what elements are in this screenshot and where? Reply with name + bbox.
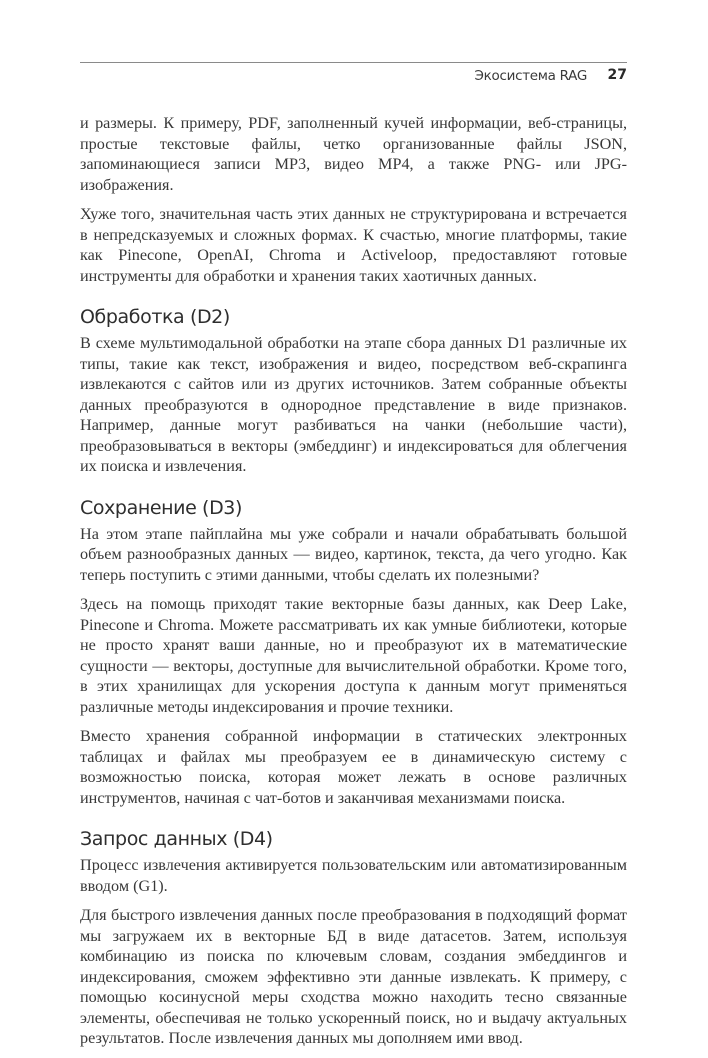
paragraph: В схеме мультимодальной обработки на этапе сбора данных D1 различные их типы, такие как текст, изображения и видео, посредством веб-скрапинга извлекаются с сайтов или из других источников. Затем собранные объекты данных преобразуются в однородное представление в виде признаков. Например, данные могут разбиваться на чанки (небольшие части), преобразовываться в векторы (эмбеддинг) и индексироваться для облегчения их поиска и извлечения. (80, 334, 627, 475)
paragraph: Процесс извлечения активируется пользовательским или автоматизированным вводом (G1). (80, 856, 627, 895)
paragraph: Для быстрого извлечения данных после преобразования в подходящий формат мы загружаем их в векторные БД в виде датасетов. Затем, используя комбинацию из поиска по ключевым словам, создания эмбеддингов и индексирования, сможем эффективно эти данные извлекать. К примеру, с помощью косинусной меры сходства можно находить тесно связанные элементы, обеспечивая не только ускоренный поиск, но и выдачу актуальных результатов. После извлечения данных мы дополняем ими ввод. (80, 906, 627, 1047)
page-number: 27 (607, 67, 627, 83)
paragraph: Здесь на помощь приходят такие векторные базы данных, как Deep Lake, Pinecone и Chroma. Можете рассматривать их как умные библиотеки, которые не просто хранят ваши данные, но и преобразуют их в математические сущности — векторы, доступные для вычислительной обработки. Кроме того, в этих хранилищах для ускорения доступа к данным могут применяться различные методы индексирования и прочие техники. (80, 595, 627, 716)
paragraph: Вместо хранения собранной информации в статических электронных таблицах и файлах мы преобразуем ее в динамическую систему с возможностью поиска, которая может лежать в основе различных инструментов, начиная с чат-ботов и заканчивая механизмами поиска. (80, 727, 627, 807)
page-content (80, 113, 627, 1058)
section-heading-processing: Обработка (D2) (80, 306, 230, 328)
running-header (80, 62, 627, 93)
chapter-title: Экосистема RAG (474, 68, 587, 84)
paragraph: На этом этапе пайплайна мы уже собрали и начали обрабатывать большой объем разнообразных данных — видео, картинок, текста, да чего угодно. Как теперь поступить с этими данными, чтобы сделать их полезными? (80, 524, 627, 584)
paragraph: и размеры. К примеру, PDF, заполненный кучей информации, веб-страницы, простые текстовые файлы, четко организованные файлы JSON, запоминающиеся записи MP3, видео MP4, а также PNG- или JPG-изображения. (80, 114, 627, 194)
section-heading-data-query: Запрос данных (D4) (80, 828, 273, 850)
section-heading-storage: Сохранение (D3) (80, 496, 242, 519)
paragraph: Хуже того, значительная часть этих данных не структурирована и встречается в непредсказуемых и сложных формах. К счастью, многие платформы, такие как Pinecone, OpenAI, Chroma и Activeloop, предоставляют готовые инструменты для обработки и хранения таких хаотичных данных. (80, 205, 627, 285)
